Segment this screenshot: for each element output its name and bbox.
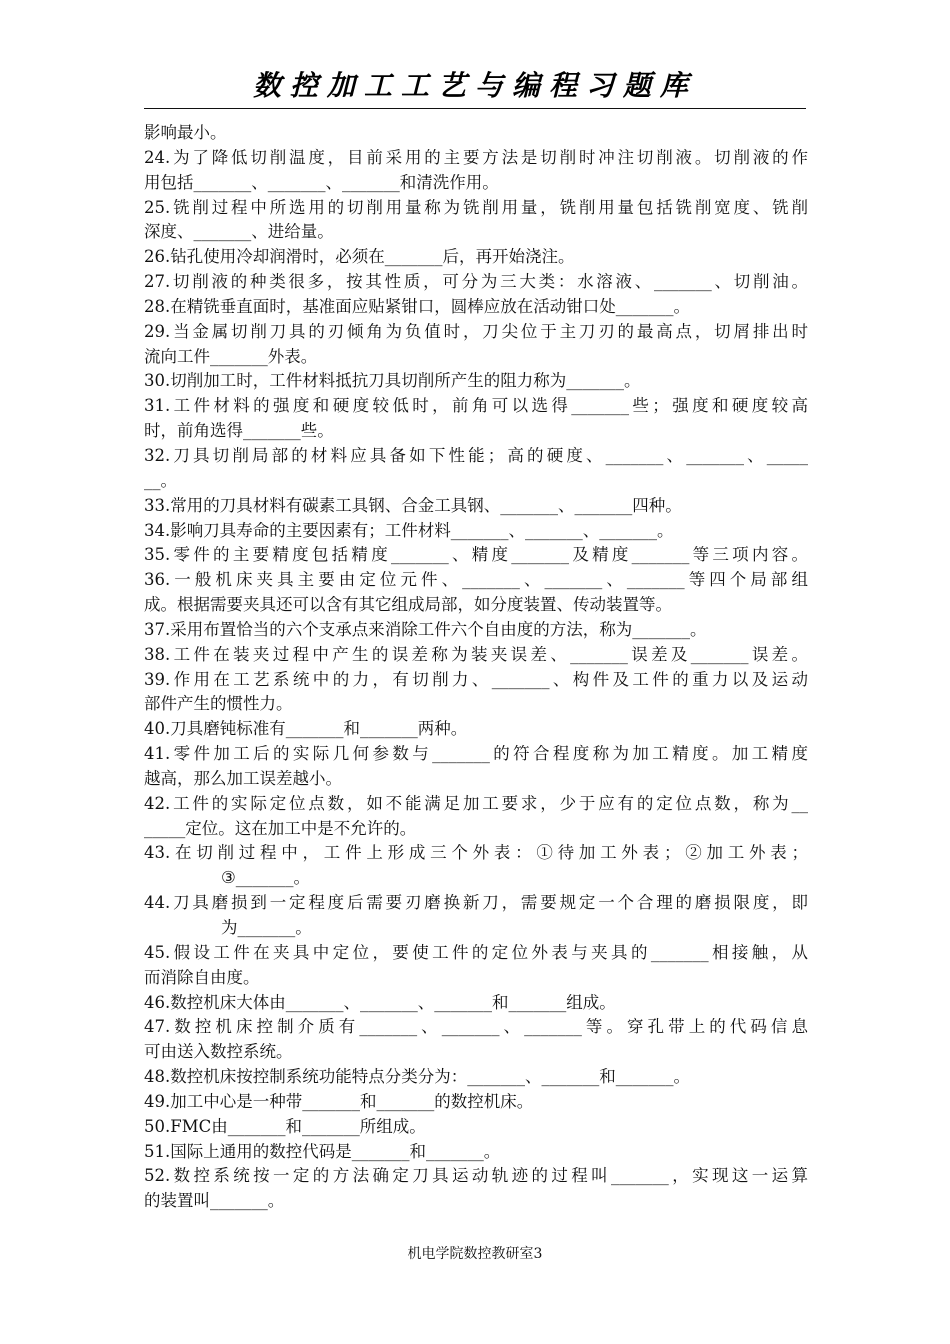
text-line: 深度、_______、进给量。: [144, 222, 334, 242]
text-line: _____定位。这在加工中是不允许的。: [144, 818, 417, 838]
text-line: 为_______。: [221, 918, 312, 937]
page-title: 数控加工工艺与编程习题库: [252, 69, 697, 102]
text-line: 34.影响刀具寿命的主要因素有；工件材料_______、_______、_______。: [144, 520, 674, 540]
text-line: 33.常用的刀具材料有碳素工具钢、合金工具钢、_______、_______四种。: [144, 495, 682, 515]
text-line: 50.FMC由_______和_______所组成。: [144, 1116, 426, 1136]
text-line: 流向工件_______外表。: [144, 346, 318, 366]
text-line: 26.钻孔使用冷却润滑时，必须在_______后，再开始浇注。: [144, 247, 575, 267]
text-line: 32.刀具切削局部的材料应具备如下性能；高的硬度、_______、_______、_____: [144, 445, 808, 465]
text-line: 36.一般机床夹具主要由定位元件、_______、_______、_______等四个局部组: [144, 570, 808, 590]
text-line: 40.刀具磨钝标准有_______和_______两种。: [144, 719, 468, 739]
text-line: __。: [144, 470, 177, 490]
text-line: 45.假设工件在夹具中定位，要使工件的定位外表与夹具的_______相接触，从: [144, 942, 808, 962]
text-line: 28.在精铣垂直面时，基准面应贴紧钳口，圆棒应放在活动钳口处_______。: [144, 296, 690, 316]
text-line: 51.国际上通用的数控代码是_______和_______。: [144, 1141, 501, 1161]
text-line: 43.在切削过程中，工件上形成三个外表：①待加工外表；②加工外表；: [144, 843, 808, 863]
text-line: 可由送入数控系统。: [144, 1042, 293, 1062]
text-line: 49.加工中心是一种带_______和_______的数控机床。: [144, 1091, 534, 1111]
text-line: 时，前角选得_______些。: [144, 421, 334, 441]
text-line: 35.零件的主要精度包括精度_______、精度_______及精度_______等三项内容。: [144, 545, 808, 565]
text-line: 48.数控机床按控制系统功能特点分类分为：_______、_______和_______。: [144, 1067, 690, 1087]
text-line: 44.刀具磨损到一定程度后需要刃磨换新刀，需要规定一个合理的磨损限度，即: [144, 893, 808, 913]
text-line: 42.工件的实际定位点数，如不能满足加工要求，少于应有的定位点数，称为__: [144, 793, 808, 813]
text-line: 而消除自由度。: [144, 967, 260, 987]
page-footer: 机电学院数控教研室3: [407, 1246, 543, 1262]
text-line: 影响最小。: [144, 123, 227, 142]
text-line: 31.工件材料的强度和硬度较低时，前角可以选得_______些；强度和硬度较高: [144, 396, 808, 416]
text-line: 38.工件在装夹过程中产生的误差称为装夹误差、_______误差及_______误差。: [144, 644, 808, 664]
text-line: 41.零件加工后的实际几何参数与_______的符合程度称为加工精度。加工精度: [144, 744, 808, 764]
question-list: [144, 121, 808, 1214]
text-line: 52.数控系统按一定的方法确定刀具运动轨迹的过程叫_______，实现这一运算: [144, 1166, 808, 1186]
text-line: ③_______。: [221, 868, 311, 888]
text-line: 25.铣削过程中所选用的切削用量称为铣削用量，铣削用量包括铣削宽度、铣削: [144, 197, 808, 217]
text-line: 39.作用在工艺系统中的力，有切削力、_______、构件及工件的重力以及运动: [144, 669, 808, 689]
text-line: 的装置叫_______。: [144, 1191, 285, 1211]
text-line: 37.采用布置恰当的六个支承点来消除工件六个自由度的方法，称为_______。: [144, 619, 707, 639]
text-line: 46.数控机床大体由_______、_______、_______和_______组成。: [144, 992, 616, 1012]
text-line: 成。根据需要夹具还可以含有其它组成局部，如分度装置、传动装置等。: [144, 595, 672, 615]
text-line: 30.切削加工时，工件材料抵抗刀具切削所产生的阻力称为_______。: [144, 371, 641, 391]
text-line: 用包括_______、_______、_______和清洗作用。: [144, 172, 499, 192]
text-line: 47.数控机床控制介质有_______、_______、_______等。穿孔带上的代码信息: [144, 1017, 808, 1037]
text-line: 部件产生的惯性力。: [144, 694, 293, 714]
text-line: 27.切削液的种类很多，按其性质，可分为三大类：水溶液、_______、切削油。: [144, 272, 808, 292]
text-line: 29.当金属切削刀具的刃倾角为负值时，刀尖位于主刀刃的最高点，切屑排出时: [144, 321, 808, 341]
text-line: 24.为了降低切削温度，目前采用的主要方法是切削时冲注切削液。切削液的作: [144, 147, 808, 167]
page-header: [144, 66, 806, 109]
text-line: 越高，那么加工误差越小。: [144, 768, 342, 788]
